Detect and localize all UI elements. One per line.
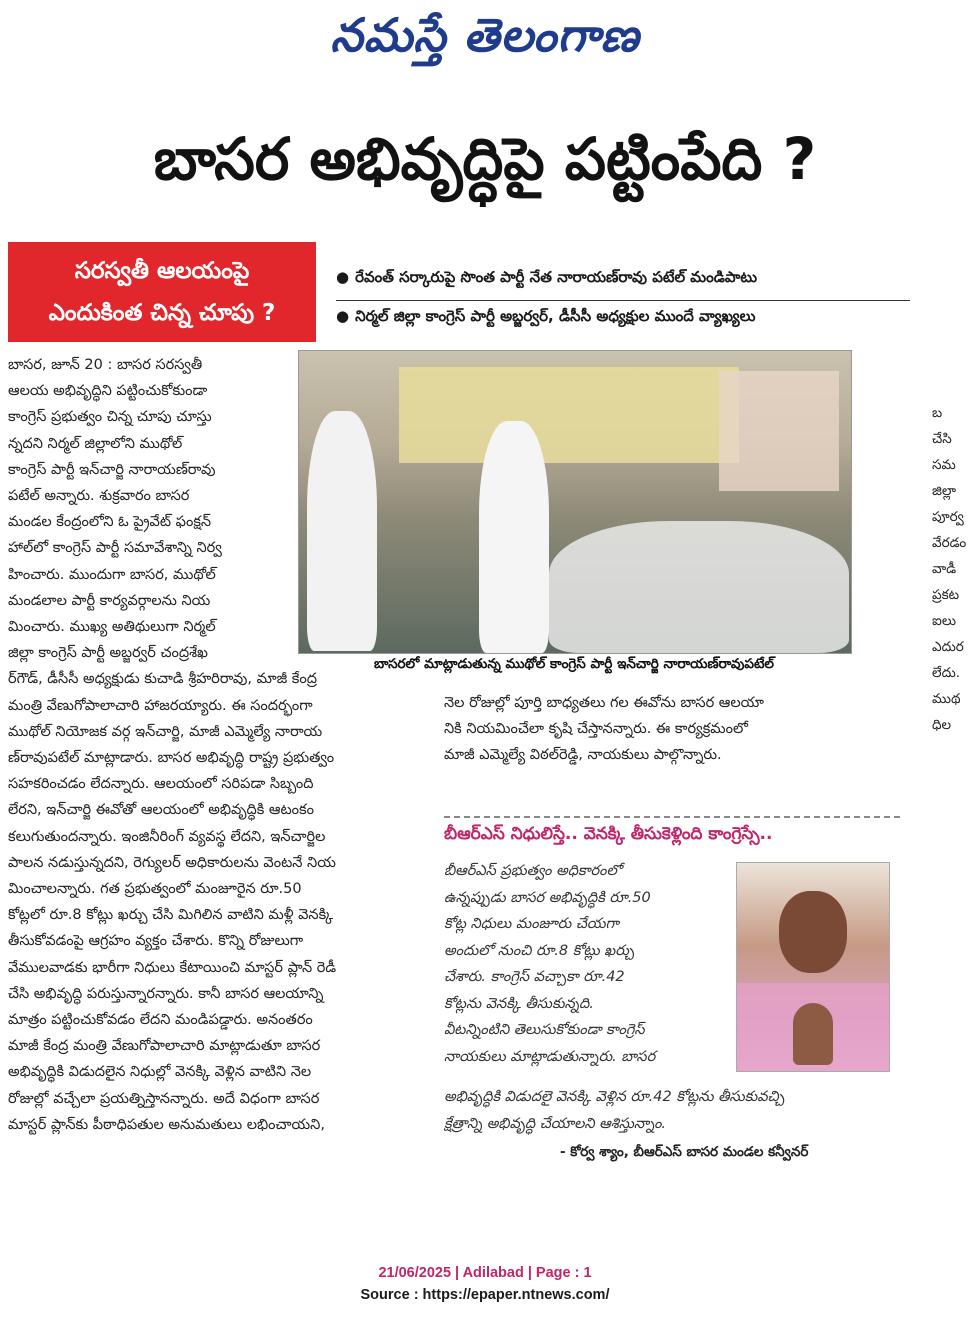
bullet-text: నిర్మల్ జిల్లా కాంగ్రెస్ పార్టీ అబ్జర్వర్, డీసీసీ అధ్యక్షుల ముందే వ్యాఖ్యలు — [355, 307, 756, 325]
article-line: హాల్‌లో కాంగ్రెస్ పార్టీ సమావేశాన్ని నిర్వ — [8, 540, 222, 557]
adjacent-article-line: వేరడం — [932, 535, 967, 551]
photo-seated-group — [549, 521, 849, 653]
bullet-text: రేవంత్ సర్కారుపై సొంత పార్టీ నేత నారాయణ్‌రావు పటేల్ మండిపాటు — [355, 268, 758, 286]
article-line: రోజుల్లో వచ్చేలా ప్రయత్నిస్తానన్నారు. అదే విధంగా బాసర — [8, 1090, 320, 1107]
article-line: తీసుకోవడంపై ఆగ్రహం వ్యక్తం చేశారు. కొన్ని రోజులుగా — [8, 933, 304, 950]
quote-line: కోట్లను వెనక్కి తీసుకున్నది. — [444, 995, 594, 1012]
article-line: సహకరించడం లేదన్నారు. ఆలయంలో సరిపడా సిబ్బంది — [8, 776, 314, 793]
article-line: నెల రోజుల్లో పూర్తి బాధ్యతలు గల ఈవోను బాసర ఆలయా — [444, 695, 764, 711]
adjacent-article-line: పూర్వ — [932, 509, 964, 525]
article-line: పాలన నడుస్తున్నదని, రెగ్యులర్ అధికారులను వెంటనే నియ — [8, 854, 336, 871]
article-line: కాంగ్రెస్ పార్టీ ఇన్‌చార్జి నారాయణ్‌రావు — [8, 461, 216, 478]
article-line: మాస్టర్ ప్లాన్‌కు పీఠాధిపతుల అనుమతులు లభించాయని, — [8, 1116, 325, 1133]
portrait-face — [779, 891, 847, 973]
article-line: మాజీ ఎమ్మెల్యే విఠల్‌రెడ్డి, నాయకులు పాల్గొన్నారు. — [444, 747, 722, 763]
photo-poster — [719, 371, 839, 491]
quote-line: ఉన్నప్పుడు బాసర అభివృద్ధికి రూ.50 — [444, 889, 651, 906]
article-line: ర్‌గౌడ్, డీసీసీ అధ్యక్షుడు కుచాడి శ్రీహరిరావు, మాజీ కేంద్ర — [8, 671, 317, 688]
adjacent-article-line: సమ — [932, 457, 956, 473]
article-line: ణ్‌రావుపటేల్ మాట్లాడారు. బాసర అభివృద్ధి రాష్ట్ర ప్రభుత్వం — [8, 750, 335, 767]
article-column-2 — [444, 690, 844, 768]
portrait-photo — [736, 862, 890, 1072]
footer-date-edition: 21/06/2025 | Adilabad | Page : 1 — [378, 1265, 592, 1281]
adjacent-article-line: లేదు. — [932, 665, 961, 681]
article-line: జిల్లా కాంగ్రెస్ పార్టీ అబ్జర్వర్ చంద్రశేఖ — [8, 645, 209, 662]
article-line: మంత్రి వేణుగోపాలాచారి హాజరయ్యారు. ఈ సందర్భంగా — [8, 697, 313, 714]
article-line: ఆలయ అభివృద్ధిని పట్టించుకోకుండా — [8, 383, 208, 400]
article-line: మండలాల పార్టీ కార్యవర్గాలను నియ — [8, 592, 211, 609]
article-line: పటేల్ అన్నారు. శుక్రవారం బాసర — [8, 488, 190, 505]
portrait-hands — [793, 1003, 833, 1065]
article-line: కాంగ్రెస్ ప్రభుత్వం చిన్న చూపు చూస్తు — [8, 409, 212, 426]
article-line: మాజీ కేంద్ర మంత్రి వేణుగోపాలాచారి మాట్లాడుతూ బాసర — [8, 1038, 321, 1055]
masthead: నమస్తే తెలంగాణ — [330, 8, 640, 62]
adjacent-article-line: బ — [932, 405, 943, 421]
adjacent-article-line: ఎదుర — [932, 639, 964, 655]
event-photo — [298, 350, 852, 654]
quote-line: బీఆర్ఎస్ ప్రభుత్వం అధికారంలో — [444, 863, 622, 879]
bullet-dot-icon: ● — [336, 307, 350, 325]
sidebar-quote — [444, 858, 736, 1070]
red-subheading-line-2: ఎందుకింత చిన్న చూపు ? — [48, 300, 276, 326]
adjacent-article-line: చేసి — [932, 431, 952, 447]
adjacent-article-strip — [932, 400, 970, 738]
article-line: మించారు. ముఖ్య అతిథులుగా నిర్మల్ — [8, 619, 216, 636]
footer-source-link[interactable]: Source : https://epaper.ntnews.com/ — [360, 1287, 610, 1303]
quote-line: అందులో నుంచి రూ.8 కోట్లు ఖర్చు — [444, 942, 635, 959]
quote-line: నాయకులు మాట్లాడుతున్నారు. బాసర — [444, 1048, 656, 1065]
bullet-item — [336, 262, 910, 298]
article-line: అభివృద్ధికి విడుదలైన నిధుల్లో వెనక్కి వెళ్లిన వాటిని నెల — [8, 1064, 312, 1081]
adjacent-article-line: ధిల — [932, 717, 952, 733]
adjacent-article-line: జిల్లా — [932, 483, 957, 499]
sidebar-headline: బీఆర్ఎస్ నిధులిస్తే.. వెనక్కి తీసుకెళ్లింది కాంగ్రెస్సే.. — [444, 816, 900, 848]
photo-standing-person — [307, 411, 377, 651]
headline: బాసర అభివృద్ధిపై పట్టింపేది ? — [153, 125, 817, 193]
bullet-list — [336, 262, 910, 337]
article-line: మాత్రం పట్టించుకోవడం లేదని మండిపడ్డారు. అనంతరం — [8, 1012, 313, 1029]
article-line: న్నదని నిర్మల్ జిల్లాలోని ముథోల్ — [8, 435, 183, 452]
article-line: వేములవాడకు భారీగా నిధులు కేటాయించి మాస్టర్ ప్లాన్ రెడీ — [8, 959, 337, 976]
article-line: నికి నియమించేలా కృషి చేస్తానన్నారు. ఈ కార్యక్రమంలో — [444, 721, 748, 737]
article-line: కోట్లలో రూ.8 కోట్లు ఖర్చు చేసి మిగిలిన వాటిని మళ్లీ వెనక్కి — [8, 907, 334, 924]
adjacent-article-line: ప్రకట — [932, 587, 960, 603]
adjacent-article-line: ఐలు — [932, 613, 957, 629]
photo-caption: బాసరలో మాట్లాడుతున్న ముథోల్ కాంగ్రెస్ పార్టీ ఇన్‌చార్జి నారాయణ్‌రావుపటేల్ — [374, 656, 774, 672]
red-subheading-box — [8, 242, 316, 342]
quote-line: అభివృద్ధికి విడుదలై వెనక్కి వెళ్లిన రూ.42 కోట్లను తీసుకువచ్చి — [444, 1089, 785, 1105]
sidebar-quote-continued — [444, 1084, 900, 1137]
article-line: కలుగుతుందన్నారు. ఇంజినీరింగ్ వ్యవస్థ లేదని, ఇన్‌చార్జిల — [8, 828, 326, 845]
quote-attribution: - కోర్వ శ్యాం, బీఆర్ఎస్ బాసర మండల కన్వీనర్ — [560, 1144, 809, 1160]
quote-line: క్షేత్రాన్ని అభివృద్ధి చేయాలని ఆశిస్తున్నాం. — [444, 1115, 667, 1132]
article-line: మించాలన్నారు. గత ప్రభుత్వంలో మంజూరైన రూ.50 — [8, 881, 302, 898]
photo-stage-banner — [399, 367, 739, 463]
photo-speaker — [479, 421, 549, 653]
article-line: లేరని, ఇన్‌చార్జి ఈవోతో ఆలయంలో అభివృద్ధికి ఆటంకం — [8, 802, 314, 819]
article-line: బాసర, జూన్ 20 : బాసర సరస్వతీ — [8, 357, 203, 373]
bullet-dot-icon: ● — [336, 268, 350, 286]
bullet-item — [336, 300, 910, 337]
article-line: ముథోల్ నియోజక వర్గ ఇన్‌చార్జి, మాజీ ఎమ్మెల్యే నారాయ — [8, 723, 323, 740]
quote-line: చేశారు. కాంగ్రెస్ వచ్చాకా రూ.42 — [444, 969, 625, 985]
article-line: చేసి అభివృద్ధి పరుస్తున్నారన్నారు. కానీ బాసర ఆలయాన్ని — [8, 985, 324, 1002]
adjacent-article-line: వాడీ — [932, 561, 957, 577]
article-line: హించారు. ముందుగా బాసర, ముథోల్ — [8, 566, 216, 583]
red-subheading-line-1: సరస్వతీ ఆలయంపై — [74, 258, 250, 284]
article-line: మండల కేంద్రంలోని ఓ ప్రైవేట్ ఫంక్షన్ — [8, 514, 212, 531]
adjacent-article-line: ముథ — [932, 691, 961, 707]
quote-line: కోట్ల నిధులు మంజూరు చేయగా — [444, 916, 619, 932]
page-footer — [0, 1262, 970, 1306]
quote-line: వీటన్నింటిని తెలుసుకోకుండా కాంగ్రెస్ — [444, 1022, 645, 1038]
